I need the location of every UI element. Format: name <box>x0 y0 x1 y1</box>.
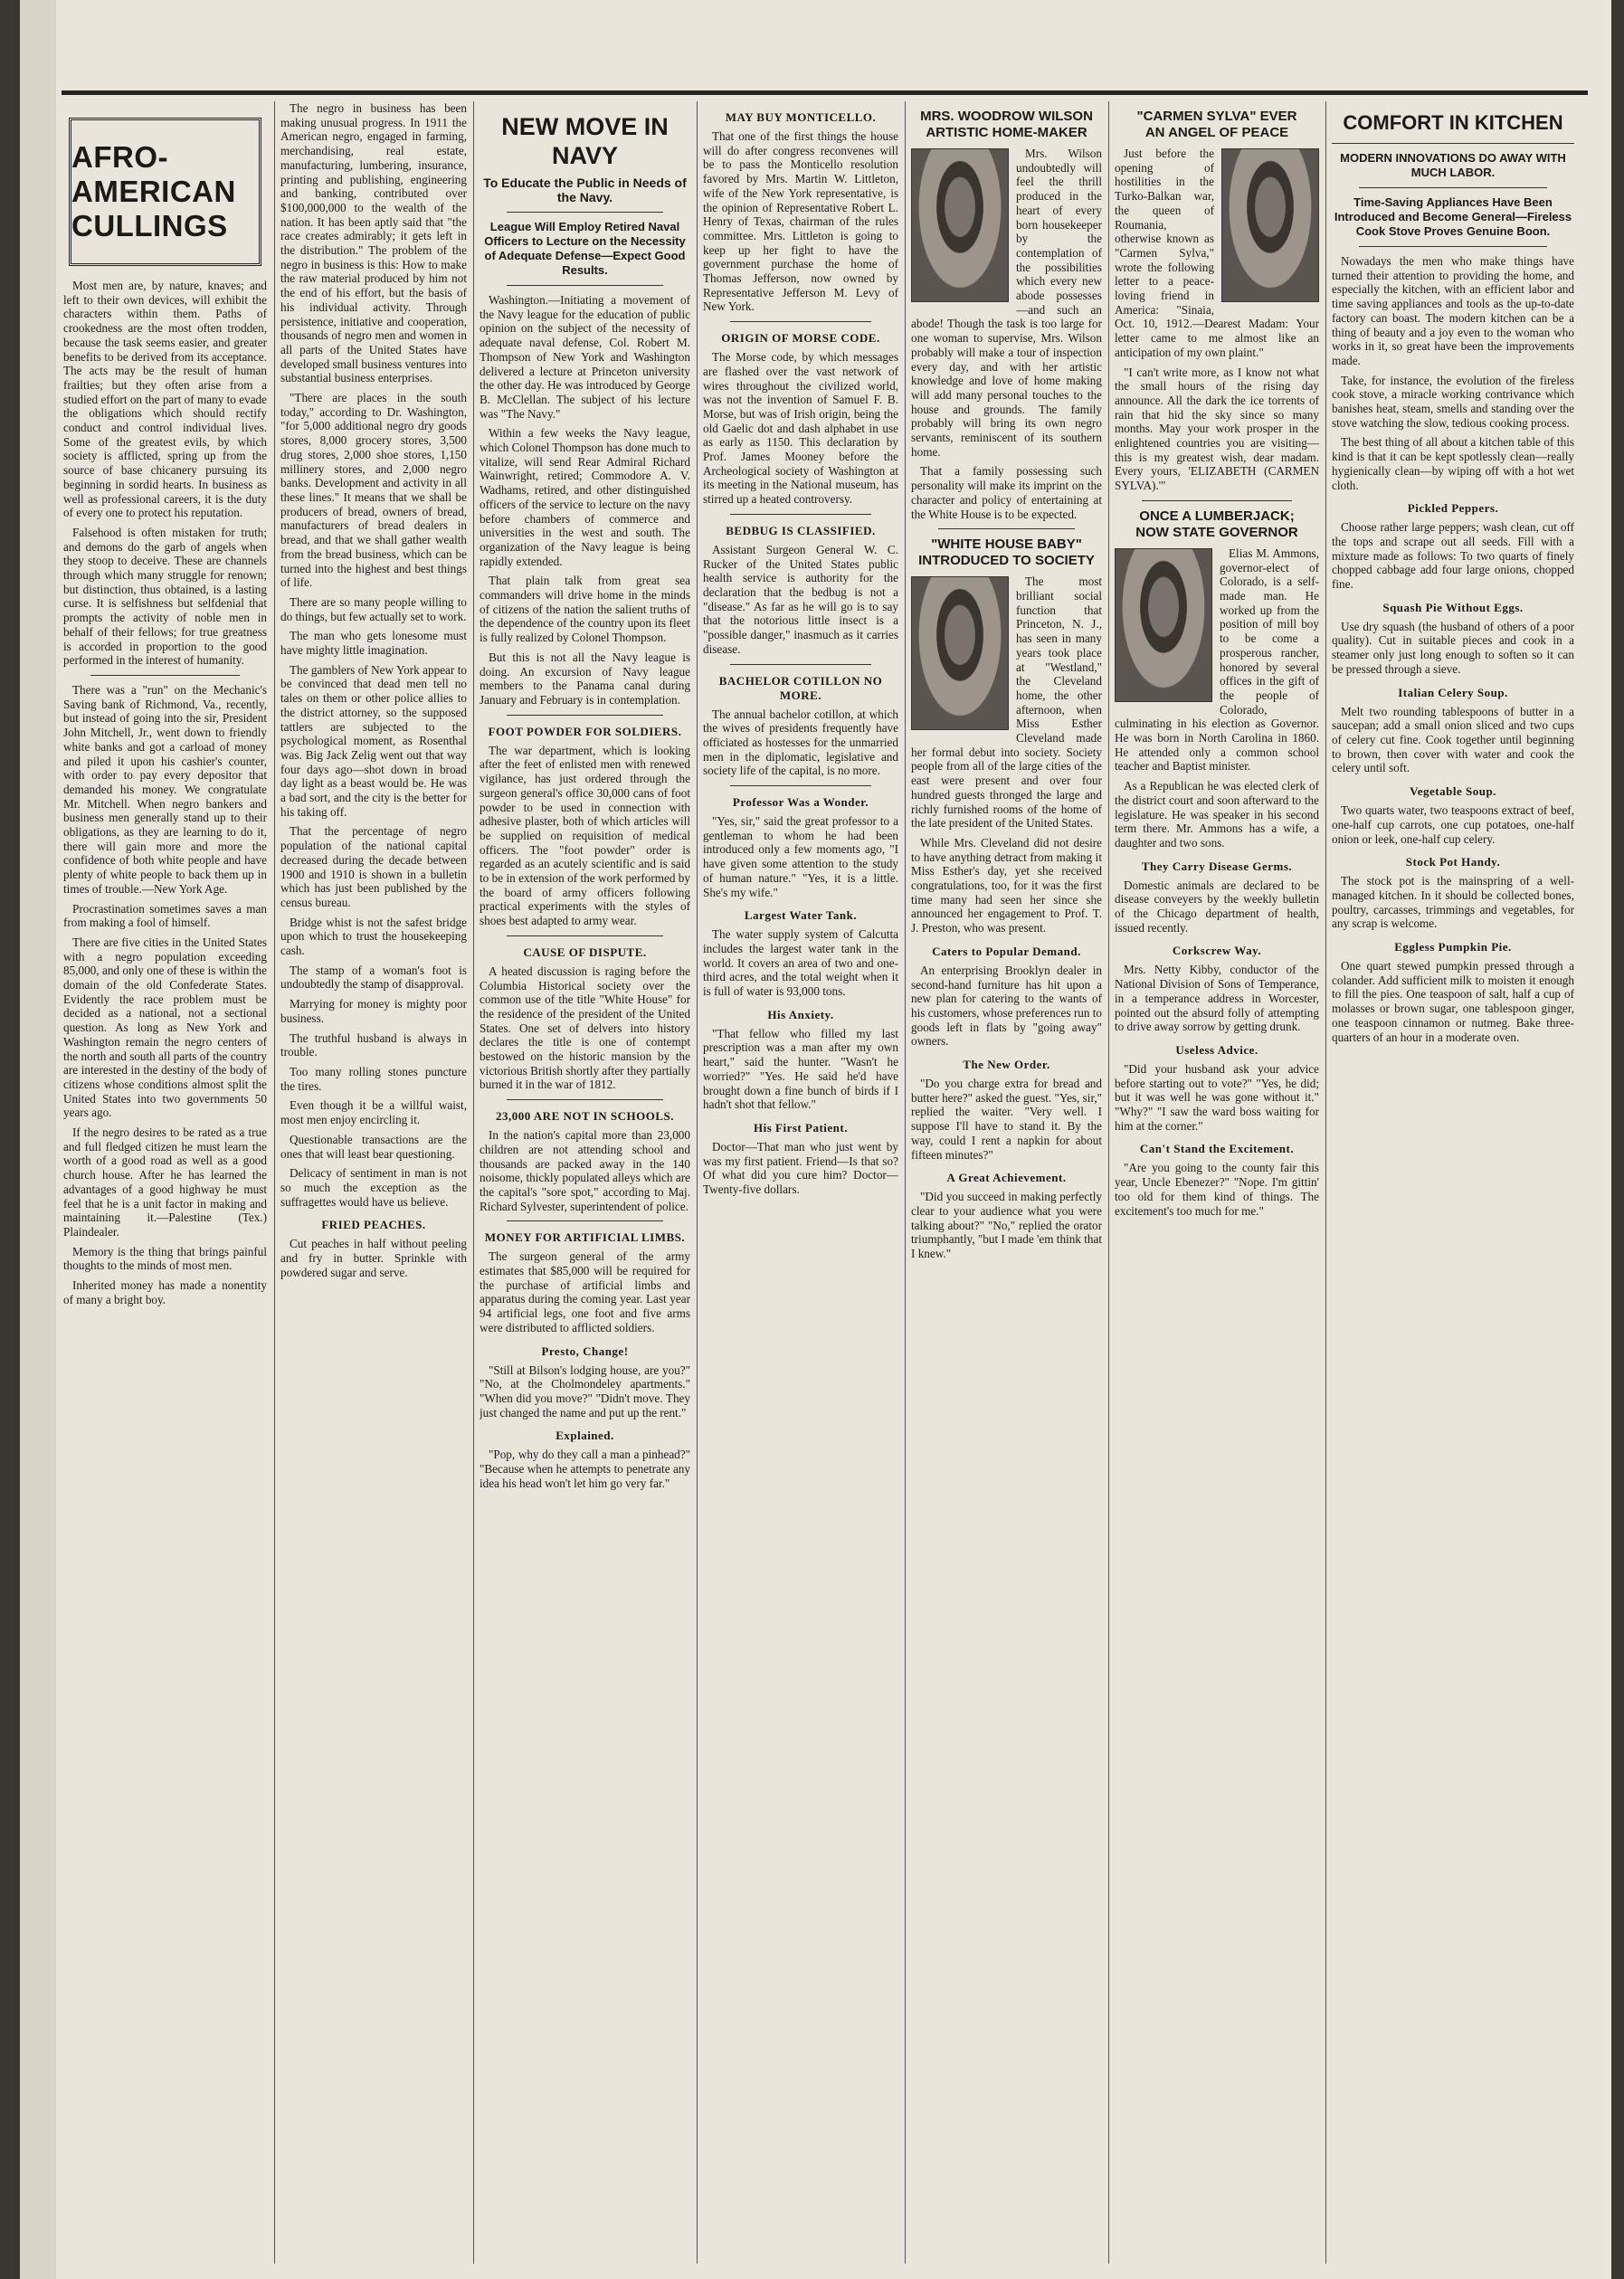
section-heading: A Great Achievement. <box>946 1171 1067 1185</box>
column-afro-american-cullings <box>63 101 267 2264</box>
section-heading: 23,000 ARE NOT IN SCHOOLS. <box>496 1109 674 1124</box>
column-navy <box>480 101 690 2264</box>
article-paragraph: Washington.—Initiating a movement of the Navy league for the education of public opinion on the subject of the necessity of adequate naval defense, Col. Robert M. Thompson of New York and Washington delivered a lecture at Princeton university the other day. He was introduced by George B. McClellan. The subject of his lecture was "The Navy." <box>480 293 690 421</box>
article-paragraph: "Did you succeed in making perfectly clear to your audience what you were talking about?" "No," replied the orator triumphantly, "but I made 'em think that I knew." <box>911 1190 1102 1261</box>
portrait-photo-esther-cleveland <box>911 576 1009 730</box>
article-paragraph: Falsehood is often mistaken for truth; and demons do the garb of angels when they stoop to deceive. These are channels through which many struggle for renown; but distinction, thus obtained, is a lasting curse. It is selfishness but selfdenial that prompts the activity of noble men in behalf of their fellows; for true greatness is accorded in proportion to the good performed in the interest of humanity. <box>63 525 267 668</box>
divider <box>730 321 871 322</box>
column-carmen-sylva <box>1115 101 1319 2264</box>
headline: "WHITE HOUSE BABY" <box>931 537 1082 553</box>
article-paragraph: A heated discussion is raging before the Columbia Historical society over the common use of the title "White House" for the residence of the president of the United States. One set of delvers into history declares the title is one of contempt bestowed on the historic mansion by the victorious British shortly after they partially burned it in the war of 1812. <box>480 964 690 1092</box>
section-heading: Vegetable Soup. <box>1410 784 1496 799</box>
headline: MRS. WOODROW WILSON <box>920 109 1093 124</box>
article-paragraph: The annual bachelor cotillon, at which the wives of presidents frequently have officiated as hostesses for the unmarried men in the diplomatic, legislative and society life of the capital, is no more. <box>703 707 898 778</box>
article-paragraph: The stamp of a woman's foot is undoubtedly the stamp of disapproval. <box>280 963 467 992</box>
article-paragraph: The negro in business has been making unusual progress. In 1911 the American negro, engaged in farming, merchandising, real estate, manufacturing, lumbering, insurance, printing and publishing, engineering and banking, contributed over $100,000,000 to the wealth of the nation. It has been aptly said that "the race creates admirably; it gets left in the distribution." The problem of the negro in business is this: How to make the raw material produced by him not the end of his effort, but the basis of his individual activity. Through persistence, initiative and cooperation, thousands of negro men and women in all parts of the United States have developed small business ventures into substantial business enterprises. <box>280 101 467 385</box>
article-paragraph: That one of the first things the house will do after congress reconvenes will be to pass the Monticello resolution favored by Mrs. Martin W. Littleton, wife of the New York representative, is the opinion of Representative Robert L. Henry of Texas, chairman of the rules committee. Mrs. Littleton is going to keep up her fight to have the government purchase the home of Thomas Jefferson, now owned by Representative Jefferson M. Levy of New York. <box>703 129 898 314</box>
article-paragraph: The stock pot is the mainspring of a well-managed kitchen. In it should be collected bones, poultry, carcasses, trimmings and vegetables, for any scrap is welcome. <box>1332 874 1574 931</box>
section-heading: Squash Pie Without Eggs. <box>1382 600 1524 614</box>
column-rule <box>1108 101 1109 2264</box>
headline: ARTISTIC HOME-MAKER <box>926 125 1087 140</box>
section-heading: His First Patient. <box>754 1120 848 1135</box>
column-rule <box>473 101 474 2264</box>
top-rule <box>62 90 1588 95</box>
headline: COMFORT IN KITCHEN <box>1343 111 1563 134</box>
headline: ONCE A LUMBERJACK; <box>1139 508 1295 524</box>
section-heading: Corkscrew Way. <box>1172 944 1262 958</box>
article-paragraph: The truthful husband is always in trouble. <box>280 1030 467 1059</box>
section-heading: FRIED PEACHES. <box>321 1218 426 1232</box>
divider <box>730 514 871 515</box>
section-heading: ORIGIN OF MORSE CODE. <box>721 331 880 346</box>
divider <box>507 935 663 936</box>
divider <box>507 212 663 213</box>
article-paragraph: While Mrs. Cleveland did not desire to have anything detract from making it Miss Esther's day, yet she received congratulations, too, for it was the first time many had seen her since she announced her engagement to Prof. T. J. Preston, who was present. <box>911 835 1102 935</box>
section-heading: MONEY FOR ARTIFICIAL LIMBS. <box>484 1230 686 1245</box>
article-paragraph: There are so many people willing to do things, but few actually set to work. <box>280 594 467 623</box>
headline: "CARMEN SYLVA" EVER <box>1136 109 1297 124</box>
section-heading: Can't Stand the Excitement. <box>1139 1142 1295 1156</box>
article-paragraph: There are five cities in the United States with a negro population exceeding 85,000, and only one of these is within the domain of the old Confederate States. Evidently the race problem must be decided as a national, not a sectional question. As long as New York and Washington remain the negro centers of the north and south all parts of the country are interested in the destiny of the body of citizens whose conditions almost split the United States into two governments 50 years ago. <box>63 935 267 1120</box>
section-heading: CAUSE OF DISPUTE. <box>523 945 647 959</box>
article-paragraph: As a Republican he was elected clerk of the district court and soon afterward to the legislature. He was speaker in his second term there. Mr. Ammons has a wife, a daughter and two sons. <box>1115 779 1319 850</box>
article-paragraph: In the nation's capital more than 23,000 children are not attending school and thousands are packed away in the 140 noisome, thickly populated alleys which are the capital's "sore spot," according to Maj. Richard Sylvester, superintendent of police. <box>480 1128 690 1213</box>
section-heading: His Anxiety. <box>767 1007 834 1021</box>
article-paragraph: "Do you charge extra for bread and butter here?" asked the guest. "Yes, sir," replied the waiter. "Very well. I suppose I'll have to stand it. By the way, could I rent a napkin for about fifteen minutes?" <box>911 1077 1102 1162</box>
article-paragraph: Even though it be a willful waist, most men enjoy encircling it. <box>280 1098 467 1127</box>
section-heading: MAY BUY MONTICELLO. <box>725 110 877 124</box>
section-heading: Largest Water Tank. <box>744 908 858 923</box>
article-paragraph: The surgeon general of the army estimates that $85,000 will be required for the purchase of artificial limbs and apparatus during the coming year. Last year 94 artificial legs, one foot and five arms were distributed to afflicted soldiers. <box>480 1249 690 1334</box>
divider <box>730 785 871 786</box>
headline-deck: MODERN INNOVATIONS DO AWAY WITH MUCH LABOR. <box>1340 151 1566 179</box>
section-heading: BEDBUG IS CLASSIFIED. <box>726 523 876 537</box>
headline-deck: Time-Saving Appliances Have Been Introduced and Become General—Fireless Cook Stove Proves Genuine Boon. <box>1334 195 1572 238</box>
article-paragraph: Most men are, by nature, knaves; and left to their own devices, will exhibit the characters within them. Paths of crookedness are the most often trodden, because the task seems easier, and greater benefits to be derived from its acceptance. The acts may be the result of human frailties; but they often arise from a studied effort on the part of many to evade the obligations which should rectify conduct and control individual lives. Some of the greatest evils, by which society is afflicted, spring up from the source of base chicanery pursuing its beginning in sordid hearts. In business as well as professional careers, it is the duty of every one to protect his reputation. <box>63 279 267 520</box>
article-paragraph: Too many rolling stones puncture the tires. <box>280 1065 467 1093</box>
article-paragraph: "Yes, sir," said the great professor to a gentleman to whom he had been introduced only a few moments ago, "I have given some attention to the study of human nature." "Yes, it is a little. She's my wife." <box>703 814 898 899</box>
article-paragraph: "Pop, why do they call a man a pinhead?" "Because when he attempts to penetrate any idea his head won't let him go very far." <box>480 1448 690 1490</box>
article-paragraph: "I can't write more, as I know not what the small hours of the rising day announce. All the dark the ice torrents of rain that hid the sky since so many months. May your work prosper in the enlightened countries you are visiting—this is my greatest wish, dear madam. Every yours, 'ELIZABETH (CARMEN SYLVA).'" <box>1115 365 1319 493</box>
divider <box>507 285 663 286</box>
portrait-photo-elias-ammons <box>1115 548 1212 702</box>
divider <box>1359 246 1547 247</box>
article-paragraph: Marrying for money is mighty poor business. <box>280 997 467 1025</box>
article-paragraph: Within a few weeks the Navy league, which Colonel Thompson has done much to vitalize, will send Rear Admiral Richard Wainwright, retired; Commodore A. V. Wadhams, retired, and other distinguished officers of the service to lecture on the navy before chambers of commerce and universities in the west and south. The organization of the Navy league is being rapidly extended. <box>480 426 690 568</box>
divider <box>730 664 871 665</box>
headline: INTRODUCED TO SOCIETY <box>918 553 1095 569</box>
article-paragraph: Just before the opening of hostilities in the Turko-Balkan war, the queen of Roumania, otherwise known as "Carmen Sylva," wrote the following letter to a peace-loving friend in America: "Sinaia, Oct. 10, 1912.—Dearest Madam: Your letter came to me almost like an anticipation of my own plaint." <box>1115 147 1319 359</box>
headline-deck: To Educate the Public in Needs of the Navy. <box>483 176 687 204</box>
headline: NOW STATE GOVERNOR <box>1135 524 1298 540</box>
article-paragraph: "There are places in the south today," according to Dr. Washington, "for 5,000 additional negro dry goods stores, 8,000 grocery stores, 3,500 drug stores, 2,000 shoe stores, 1,150 millinery stores, and 2,000 negro banks. Development and activity in all these lines." It means that we shall be producers of bread, owners of bread, manufacturers of bread dealers in bread, and that we shall gather wealth from the bread business, which can be turned into the highest and best things of life. <box>280 391 467 590</box>
section-heading: Professor Was a Wonder. <box>732 795 869 810</box>
adjacent-page-strip <box>20 0 56 2279</box>
article-paragraph: The Morse code, by which messages are flashed over the vast network of wires throughout the civilized world, was not the invention of Samuel F. B. Morse, but was of Irish origin, being the old Gaelic dot and dash alphabet in use as early as 1150. This declaration by Prof. James Mooney before the Archeological society of Washington at its meeting in the National museum, has stirred up a heated controversy. <box>703 350 898 507</box>
article-paragraph: Mrs. Wilson undoubtedly will feel the thrill produced in the heart of every born housekeeper by the contemplation of the possibilities which every new abode possesses—and such an abode! Though the task is too large for one woman to supervise, Mrs. Wilson probably will make a tour of inspection every day, and with her artistic knowledge and love of home making will add many personal touches to the house and grounds. The family probably will bring its own negro servants, reminiscent of its southern home. <box>911 147 1102 459</box>
section-heading: Italian Celery Soup. <box>1398 685 1508 699</box>
section-heading: Explained. <box>556 1429 614 1443</box>
article-paragraph: Domestic animals are declared to be disease conveyers by the weekly bulletin of the Chicago department of health, issued recently. <box>1115 878 1319 935</box>
section-heading: Pickled Peppers. <box>1407 501 1499 516</box>
divider <box>507 1220 663 1221</box>
masthead-title: AFRO-AMERICAN CULLINGS <box>71 140 236 242</box>
section-heading: BACHELOR COTILLON NO MORE. <box>718 673 883 702</box>
article-paragraph: The gamblers of New York appear to be convinced that dead men tell no tales on them or other police allies to the district attorney, so the supposed tattlers are subjected to the psychological moment, as Rosenthal was. Big Jack Zelig went out that way four days ago—shot down in broad day light as a beast would be. He was a bad sort, and the city is the better for his taking off. <box>280 662 467 819</box>
article-paragraph: Cut peaches in half without peeling and fry in butter. Sprinkle with powdered sugar and serve. <box>280 1237 467 1279</box>
divider <box>1332 143 1574 144</box>
column-negro-business <box>280 101 467 2264</box>
headline: NEW MOVE IN NAVY <box>501 113 669 169</box>
portrait-photo-mrs-wilson <box>911 148 1009 302</box>
article-paragraph: Elias M. Ammons, governor-elect of Colorado, is a self-made man. He worked up from the position of mill boy to be come a prosperous rancher, honored by several offices in the gift of the people of Colorado, culminating in his election as Governor. He was born in North Carolina in 1860. He attended only a common school teacher and Baptist minister. <box>1115 546 1319 774</box>
section-heading: They Carry Disease Germs. <box>1141 859 1293 873</box>
article-paragraph: If the negro desires to be rated as a true and full fledged citizen he must learn the worth of a good road as well as a good church house. After he has learned the advantages of a good highway he must feel that he is a unit factor in making and maintaining it.—Palestine (Tex.) Plaindealer. <box>63 1125 267 1239</box>
article-paragraph: The most brilliant social function that Princeton, N. J., has seen in many years took place at "Westland," the Cleveland home, the other afternoon, when Miss Esther Cleveland made her formal debut into society. Society people from all of the large cities of the east were present and over four hundred guests thronged the large and richly furnished rooms of the home of the late president of the United States. <box>911 574 1102 831</box>
column-rule <box>1325 101 1326 2264</box>
column-rule <box>905 101 906 2264</box>
article-paragraph: Nowadays the men who make things have turned their attention to providing the home, and especially the kitchen, with an efficient labor and time saving appliances and tools as the up-to-date factory can boast. The modern kitchen can be a thing of beauty and a joy even to the woman who works in it, so great have been the improvements made. <box>1332 254 1574 367</box>
article-paragraph: The best thing of all about a kitchen table of this kind is that it can be kept spotlessly clean—really hygienically clean—by wiping off with a hot wet cloth. <box>1332 435 1574 492</box>
article-paragraph: "Did your husband ask your advice before starting out to vote?" "Yes, he did; but it was well he was gone without it." "Why?" "I saw the ward boss waiting for him at the corner." <box>1115 1061 1319 1133</box>
page-edge-left <box>0 0 20 2279</box>
article-paragraph: "Still at Bilson's lodging house, are you?" "No, at the Cholmondeley apartments." "When did you move?" "Didn't move. They just changed the name and put up the rent." <box>480 1363 690 1420</box>
masthead-box <box>69 118 261 266</box>
section-heading: Eggless Pumpkin Pie. <box>1394 940 1512 954</box>
article-paragraph: Two quarts water, two teaspoons extract of beef, one-half cup carrots, one cup potatoes, one-half onion or leek, one-half cup celery. <box>1332 803 1574 846</box>
article-paragraph: "Are you going to the county fair this year, Uncle Ebenezer?" "Nope. I'm gittin' too old for them kind of things. The excitement's too much for me." <box>1115 1161 1319 1218</box>
article-paragraph: Mrs. Netty Kibby, conductor of the National Division of Sons of Temperance, in a temperance address in Worcester, pointed out the absurd folly of attempting to drive away sorrow by getting drunk. <box>1115 963 1319 1034</box>
article-paragraph: Assistant Surgeon General W. C. Rucker of the United States public health service is authority for the declaration that the bedbug is not a "disease." As far as he will go is to say that the notorious little insect is a "possible danger," inasmuch as it carries disease. <box>703 542 898 656</box>
article-paragraph: "That fellow who filled my last prescription was a man after my own heart," said the hunter. "Wasn't he worried?" "Yes. He said he'd have brought down a fine bunch of birds if I hadn't shot that fellow." <box>703 1026 898 1112</box>
article-paragraph: Use dry squash (the husband of others of a poor quality). Cut in suitable pieces and cook in a steamer only just long enough to soften so it can be pressed through a sieve. <box>1332 619 1574 676</box>
article-paragraph: That plain talk from great sea commanders will drive home in the minds of citizens of the nation the salient truths of the dependence of the country upon its fleet is fully realized by Colonel Thompson. <box>480 574 690 645</box>
section-heading: Stock Pot Handy. <box>1405 855 1501 869</box>
section-heading: Presto, Change! <box>541 1344 629 1358</box>
divider <box>1142 500 1292 501</box>
article-paragraph: That the percentage of negro population of the national capital decreased during the decade between 1900 and 1910 is shown in a bulletin which has just been published by the census bureau. <box>280 824 467 909</box>
article-paragraph: Procrastination sometimes saves a man from making a fool of himself. <box>63 901 267 930</box>
divider <box>507 715 663 716</box>
article-paragraph: Delicacy of sentiment in man is not so much the exception as the suffragettes would have us believe. <box>280 1166 467 1209</box>
column-wilson <box>911 101 1102 2264</box>
article-paragraph: Take, for instance, the evolution of the fireless cook stove, a miracle working contrivance which banishes heat, steam, smells and standing over the stove watching the slow, tedious cooking process. <box>1332 373 1574 430</box>
section-heading: The New Order. <box>963 1058 1050 1072</box>
article-paragraph: Melt two rounding tablespoons of butter in a saucepan; add a small onion sliced and two cups of celery cut fine. Cook together until beginning to brown, then cover with water and cook the celery until soft. <box>1332 704 1574 775</box>
section-heading: FOOT POWDER FOR SOLDIERS. <box>488 724 682 738</box>
article-paragraph: But this is not all the Navy league is doing. An excursion of Navy league members to the Panama canal during January and February is in contemplation. <box>480 650 690 707</box>
article-paragraph: Doctor—That man who just went by was my first patient. Friend—Is that so? Of what did you cure him? Doctor—Twenty-five dollars. <box>703 1139 898 1197</box>
article-paragraph: The war department, which is looking after the feet of enlisted men with renewed vigilance, has just ordered through the surgeon general's office 30,000 cans of foot powder to be used in connection with adhesive plaster, both of which articles will be supplied on requisition of medical officers. The "foot powder" order is regarded as an acutely scientific and is said to be in extension of the work performed by the board of army officers following practical experiments with the styles of shoes best adapted to army wear. <box>480 743 690 928</box>
divider <box>1359 187 1547 188</box>
headline: AN ANGEL OF PEACE <box>1144 125 1289 140</box>
article-paragraph: Bridge whist is not the safest bridge upon which to trust the housekeeping cash. <box>280 915 467 958</box>
article-paragraph: One quart stewed pumpkin pressed through a colander. Add sufficient milk to moisten it enough to fill the pies. One teaspoon of salt, half a cup of molasses or brown sugar, one tablespoon ginger, one teaspoon cinnamon or nutmeg. Bake three-quarters of an hour in a moderate oven. <box>1332 959 1574 1044</box>
column-monticello <box>703 101 898 2264</box>
section-heading: Caters to Popular Demand. <box>932 944 1081 958</box>
page-edge-right <box>1611 0 1624 2279</box>
article-paragraph: Questionable transactions are the ones that will least bear questioning. <box>280 1132 467 1161</box>
article-paragraph: That a family possessing such personality will make its imprint on the character and policy of entertaining at the White House is to be expected. <box>911 464 1102 521</box>
divider <box>938 528 1075 529</box>
article-paragraph: An enterprising Brooklyn dealer in second-hand furniture has hit upon a new plan for catering to the wants of his customers, whose preferences run to goods left in flats by "going away" owners. <box>911 963 1102 1049</box>
article-paragraph: The water supply system of Calcutta includes the largest water tank in the world. It covers an area of two and one-third acres, and the total weight when it is full of water is 93,000 tons. <box>703 927 898 999</box>
article-paragraph: Choose rather large peppers; wash clean, cut off the tops and scrape out all seeds. Fill with a mixture made as follows: To two quarts of finely chopped cabbage add four large onions, chopped fine. <box>1332 520 1574 592</box>
column-rule <box>274 101 275 2264</box>
column-comfort-in-kitchen <box>1332 101 1574 2264</box>
article-paragraph: Inherited money has made a nonentity of many a bright boy. <box>63 1278 267 1306</box>
article-paragraph: There was a "run" on the Mechanic's Saving bank of Richmond, Va., recently, but instead of going into the sir, President John Mitchell, Jr., went down to friendly white banks and got a carload of money and piled it upon his cashier's counter, with order to pay every depositor that demanded his money. We congratulate Mr. Mitchell. When negro bankers and business men generally stand up to their obligations, as they are learning to do it, there will gain more and more the confidence of both white people and have plenty of white people to back them up in times of trouble.—New York Age. <box>63 682 267 896</box>
article-paragraph: Memory is the thing that brings painful thoughts to the minds of most men. <box>63 1244 267 1273</box>
divider <box>90 675 240 676</box>
headline-deck: League Will Employ Retired Naval Officers to Lecture on the Necessity of Adequate Defense—Expect Good Results. <box>484 220 686 277</box>
article-paragraph: The man who gets lonesome must have mighty little imagination. <box>280 629 467 658</box>
portrait-photo-carmen-sylva <box>1221 148 1319 302</box>
section-heading: Useless Advice. <box>1175 1042 1258 1057</box>
divider <box>507 1099 663 1100</box>
column-rule <box>697 101 698 2264</box>
